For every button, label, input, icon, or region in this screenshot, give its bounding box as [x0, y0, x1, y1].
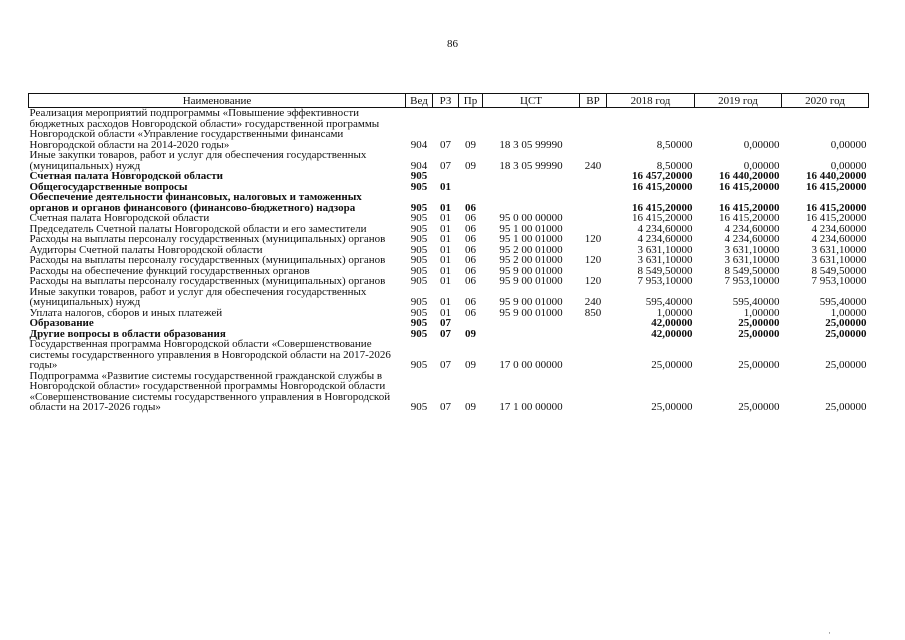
cell-2019: 4 234,60000	[724, 233, 780, 245]
table-row	[29, 150, 869, 171]
cell-2020: 25,00000	[825, 401, 867, 413]
cell-pr: 06	[465, 296, 476, 308]
cell-rz: 07	[440, 401, 451, 413]
cell-rz: 07	[440, 159, 451, 172]
cell-pr	[459, 318, 483, 329]
cell-2019: 8 549,50000	[724, 264, 780, 277]
cell-pr: 06	[465, 243, 476, 256]
cell-cst: 95 0 00 00000	[499, 212, 563, 224]
cell-2020: 1,00000	[830, 306, 867, 319]
cell-ved: 905	[410, 222, 428, 235]
cell-vr: 240	[584, 296, 602, 308]
header-2020: 2020 год	[782, 94, 869, 108]
cell-vr	[580, 339, 607, 371]
cell-ved: 905	[410, 359, 428, 371]
cell-rz: 07	[440, 317, 451, 329]
cell-2018: 16 415,20000	[632, 212, 693, 224]
cell-rz: 01	[440, 233, 451, 245]
cell-rz: 01	[440, 296, 451, 308]
cell-vr: 120	[584, 275, 602, 287]
cell-2020: 7 953,10000	[811, 275, 867, 287]
cell-cst: 95 2 00 01000	[499, 243, 563, 256]
cell-ved: 905	[410, 180, 428, 193]
cell-cst: 95 9 00 01000	[499, 306, 563, 319]
cell-cst	[483, 182, 580, 193]
cell-2020: 4 234,60000	[811, 222, 867, 235]
table-row	[29, 171, 869, 182]
cell-rz: 01	[440, 243, 451, 256]
cell-2018: 42,00000	[651, 327, 693, 340]
cell-pr: 06	[465, 264, 476, 277]
cell-vr: 240	[584, 159, 602, 172]
cell-pr: 09	[465, 401, 476, 413]
cell-cst	[483, 329, 580, 340]
cell-pr: 06	[465, 233, 476, 245]
cell-pr: 06	[465, 201, 476, 214]
cell-ved: 905	[410, 317, 428, 329]
cell-2018: 4 234,60000	[637, 233, 693, 245]
cell-pr: 09	[465, 138, 476, 151]
budget-table	[28, 93, 869, 413]
header-cst: ЦСТ	[483, 94, 580, 108]
cell-pr: 09	[465, 159, 476, 172]
header-2019: 2019 год	[695, 94, 782, 108]
table-row	[29, 192, 869, 213]
cell-ved: 905	[410, 254, 428, 266]
cell-ved: 905	[410, 201, 428, 214]
cell-2020: 16 415,20000	[806, 212, 867, 224]
cell-2019: 0,00000	[743, 138, 780, 151]
cell-pr: 06	[465, 222, 476, 235]
cell-2019: 16 415,20000	[719, 201, 780, 214]
cell-cst: 95 2 00 01000	[499, 254, 563, 266]
cell-2018: 1,00000	[656, 306, 693, 319]
cell-cst: 95 1 00 01000	[499, 233, 563, 245]
cell-vr	[580, 329, 607, 340]
cell-2019: 595,40000	[732, 296, 780, 308]
cell-name: Расходы на выплаты персоналу государственных (муниципальных) органов	[29, 275, 386, 287]
cell-ved: 905	[410, 170, 428, 182]
cell-2019: 0,00000	[743, 159, 780, 172]
cell-2018: 16 415,20000	[632, 201, 693, 214]
cell-2019: 4 234,60000	[724, 222, 780, 235]
cell-vr	[580, 192, 607, 213]
cell-2018: 4 234,60000	[637, 222, 693, 235]
cell-name: Расходы на обеспечение функций государственных органов	[29, 264, 310, 277]
cell-ved: 905	[410, 296, 428, 308]
cell-2020: 25,00000	[825, 327, 867, 340]
cell-ved: 904	[410, 138, 428, 151]
cell-pr: 09	[465, 359, 476, 371]
cell-2018: 16 415,20000	[632, 180, 693, 193]
table-body	[29, 108, 869, 413]
cell-rz: 01	[440, 254, 451, 266]
cell-ved: 905	[410, 306, 428, 319]
cell-name: Обеспечение деятельности финансовых, налоговых и таможенных органов и органов финансового (финансово-бюджетного) надзора	[29, 191, 362, 214]
cell-cst: 95 9 00 01000	[499, 275, 563, 287]
cell-name: Счетная палата Новгородской области	[29, 170, 223, 182]
cell-pr: 09	[465, 327, 476, 340]
cell-rz: 07	[440, 327, 451, 340]
cell-vr: 850	[584, 306, 602, 319]
cell-rz: 01	[440, 306, 451, 319]
cell-name: Счетная палата Новгородской области	[29, 212, 210, 224]
cell-rz: 07	[440, 138, 451, 151]
cell-2019: 25,00000	[738, 317, 780, 329]
header-name: Наименование	[29, 94, 406, 108]
table-row	[29, 339, 869, 371]
cell-2020: 4 234,60000	[811, 233, 867, 245]
cell-name: Расходы на выплаты персоналу государственных (муниципальных) органов	[29, 233, 386, 245]
cell-2019: 1,00000	[743, 306, 780, 319]
cell-pr	[459, 171, 483, 182]
cell-2019: 16 415,20000	[719, 180, 780, 193]
cell-2018: 25,00000	[651, 401, 693, 413]
cell-rz: 01	[440, 222, 451, 235]
cell-pr	[459, 182, 483, 193]
cell-2020: 25,00000	[825, 317, 867, 329]
cell-2020: 3 631,10000	[811, 254, 867, 266]
cell-cst: 95 9 00 01000	[499, 296, 563, 308]
cell-2020: 3 631,10000	[811, 243, 867, 256]
cell-rz: 01	[440, 212, 451, 224]
cell-2018: 595,40000	[645, 296, 693, 308]
cell-2020: 16 415,20000	[806, 180, 867, 193]
cell-vr: 120	[584, 233, 602, 245]
cell-name: Другие вопросы в области образования	[29, 327, 226, 340]
cell-vr	[580, 213, 607, 224]
cell-2019: 16 440,20000	[719, 170, 780, 182]
table-row	[29, 234, 869, 245]
cell-2020: 595,40000	[819, 296, 867, 308]
cell-rz: 07	[440, 359, 451, 371]
cell-name: Подпрограмма «Развитие системы государственной гражданской службы в Новгородской области» государственной программы Новгородской области «Совершенствование системы государственного управления в Новгородской области на 2017-2026 годы»	[29, 369, 391, 413]
cell-name: Образование	[29, 317, 94, 329]
cell-2018: 8,50000	[656, 138, 693, 151]
cell-cst: 95 1 00 01000	[499, 222, 563, 235]
cell-ved: 905	[410, 212, 428, 224]
cell-2018: 3 631,10000	[637, 254, 693, 266]
cell-cst	[483, 318, 580, 329]
cell-2018: 42,00000	[651, 317, 693, 329]
cell-cst: 18 3 05 99990	[499, 159, 563, 172]
cell-2018: 7 953,10000	[637, 275, 693, 287]
cell-name: Иные закупки товаров, работ и услуг для обеспечения государственных (муниципальных) нужд	[29, 149, 367, 172]
cell-name: Реализация мероприятий подпрограммы «Повышение эффективности бюджетных расходов Новгородской области» государственной программы Новгородской области «Управление государственными финансами Новгородской области на 2014-2020 годы»	[29, 107, 380, 151]
cell-2020: 16 440,20000	[806, 170, 867, 182]
table-row	[29, 276, 869, 287]
table-row	[29, 108, 869, 151]
cell-pr: 06	[465, 275, 476, 287]
table-row	[29, 287, 869, 308]
cell-2020: 0,00000	[830, 159, 867, 172]
cell-2019: 3 631,10000	[724, 254, 780, 266]
cell-ved: 905	[410, 401, 428, 413]
header-2018: 2018 год	[607, 94, 695, 108]
table-header-row	[29, 94, 869, 108]
scan-mark: ·	[828, 628, 831, 638]
cell-vr	[580, 171, 607, 182]
page-number: 86	[447, 38, 458, 50]
cell-vr	[580, 108, 607, 151]
cell-2020: 25,00000	[825, 359, 867, 371]
cell-2019: 25,00000	[738, 327, 780, 340]
table-row	[29, 318, 869, 329]
cell-name: Председатель Счетной палаты Новгородской области и его заместители	[29, 222, 367, 235]
cell-pr: 06	[465, 254, 476, 266]
cell-vr	[580, 371, 607, 413]
header-rz: РЗ	[433, 94, 459, 108]
cell-rz: 01	[440, 201, 451, 214]
table-row	[29, 371, 869, 413]
header-vr: ВР	[580, 94, 607, 108]
cell-ved: 905	[410, 327, 428, 340]
cell-cst: 17 1 00 00000	[499, 401, 563, 413]
cell-vr	[580, 318, 607, 329]
header-pr: Пр	[459, 94, 483, 108]
cell-2018: 3 631,10000	[637, 243, 693, 256]
cell-pr: 06	[465, 306, 476, 319]
cell-2019: 7 953,10000	[724, 275, 780, 287]
cell-cst: 17 0 00 00000	[499, 359, 563, 371]
cell-cst	[483, 171, 580, 182]
cell-2018: 16 457,20000	[632, 170, 693, 182]
cell-ved: 905	[410, 233, 428, 245]
cell-2020: 16 415,20000	[806, 201, 867, 214]
cell-name: Аудиторы Счетной палаты Новгородской области	[29, 243, 263, 256]
cell-2018: 8 549,50000	[637, 264, 693, 277]
cell-vr	[580, 182, 607, 193]
header-ved: Вед	[406, 94, 433, 108]
cell-ved: 905	[410, 275, 428, 287]
cell-2019: 25,00000	[738, 359, 780, 371]
cell-2018: 8,50000	[656, 159, 693, 172]
cell-pr: 06	[465, 212, 476, 224]
cell-rz: 01	[440, 264, 451, 277]
cell-name: Общегосударственные вопросы	[29, 180, 188, 193]
cell-2019: 3 631,10000	[724, 243, 780, 256]
cell-2020: 8 549,50000	[811, 264, 867, 277]
cell-2020: 0,00000	[830, 138, 867, 151]
cell-rz: 01	[440, 275, 451, 287]
cell-vr: 120	[584, 254, 602, 266]
cell-name: Государственная программа Новгородской области «Совершенствование системы государственного управления в Новгородской области на 2017-2026 годы»	[29, 338, 391, 371]
cell-cst	[483, 192, 580, 213]
cell-2019: 16 415,20000	[719, 212, 780, 224]
table-row	[29, 255, 869, 266]
cell-name: Уплата налогов, сборов и иных платежей	[29, 306, 223, 319]
cell-2019: 25,00000	[738, 401, 780, 413]
cell-ved: 904	[410, 159, 428, 172]
cell-rz: 01	[440, 180, 451, 193]
table-row	[29, 213, 869, 224]
cell-name: Иные закупки товаров, работ и услуг для обеспечения государственных (муниципальных) нужд	[29, 285, 367, 308]
cell-rz	[433, 171, 459, 182]
cell-name: Расходы на выплаты персоналу государственных (муниципальных) органов	[29, 254, 386, 266]
cell-ved: 905	[410, 243, 428, 256]
cell-2018: 25,00000	[651, 359, 693, 371]
cell-cst: 95 9 00 01000	[499, 264, 563, 277]
cell-ved: 905	[410, 264, 428, 277]
cell-cst: 18 3 05 99990	[499, 138, 563, 151]
